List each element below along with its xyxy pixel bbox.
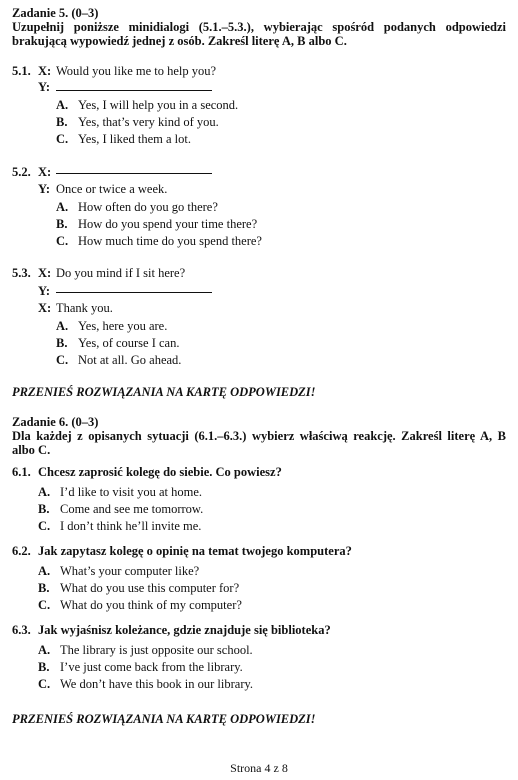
answer-blank[interactable] [56, 80, 212, 94]
option-text: Not at all. Go ahead. [78, 353, 182, 367]
option-letter[interactable]: A. [38, 643, 51, 657]
speaker-label: X: [38, 165, 52, 179]
option-letter[interactable]: B. [56, 115, 68, 129]
option-text: The library is just opposite our school. [60, 643, 253, 657]
option-text: I’d like to visit you at home. [60, 485, 202, 499]
item-number: 6.1. [12, 465, 31, 479]
option-text: How often do you go there? [78, 200, 218, 214]
dialogue-line: Thank you. [56, 301, 113, 315]
transfer-note: PRZENIEŚ ROZWIĄZANIA NA KARTĘ ODPOWIEDZI! [12, 712, 316, 726]
option-letter[interactable]: A. [56, 98, 69, 112]
option-text: Yes, I liked them a lot. [78, 132, 191, 146]
option-text: Yes, I will help you in a second. [78, 98, 239, 112]
task-6-instruction-line2: albo C. [12, 443, 51, 457]
task-5-title: Zadanie 5. (0–3) [12, 6, 99, 20]
option-text: How much time do you spend there? [78, 234, 262, 248]
item-number: 5.3. [12, 266, 31, 280]
option-text: What’s your computer like? [60, 564, 200, 578]
dialogue-line: Once or twice a week. [56, 182, 168, 196]
option-text: Yes, that’s very kind of you. [78, 115, 219, 129]
situation-question: Jak zapytasz kolegę o opinię na temat twojego komputera? [38, 544, 352, 558]
task-6-title: Zadanie 6. (0–3) [12, 415, 99, 429]
option-letter[interactable]: A. [56, 200, 69, 214]
option-letter[interactable]: C. [38, 598, 51, 612]
task-5-instruction-line2: brakującą wypowiedź jednej z osób. Zakreśl literę A, B albo C. [12, 34, 347, 48]
option-letter[interactable]: B. [38, 660, 50, 674]
option-letter[interactable]: B. [56, 336, 68, 350]
speaker-label: Y: [38, 182, 51, 196]
item-number: 5.2. [12, 165, 31, 179]
option-letter[interactable]: C. [56, 353, 69, 367]
dialogue-line: Would you like me to help you? [56, 64, 217, 78]
item-number: 5.1. [12, 64, 31, 78]
speaker-label: X: [38, 64, 52, 78]
speaker-label: Y: [38, 284, 51, 298]
option-letter[interactable]: B. [38, 502, 50, 516]
situation-question: Jak wyjaśnisz koleżance, gdzie znajduje się biblioteka? [38, 623, 331, 637]
option-letter[interactable]: A. [56, 319, 69, 333]
task-5-instruction-line1: Uzupełnij poniższe minidialogi (5.1.–5.3.), wybierając spośród podanych odpowiedzi [12, 20, 506, 34]
option-text: Yes, here you are. [78, 319, 168, 333]
option-letter[interactable]: C. [56, 234, 69, 248]
speaker-label: X: [38, 266, 52, 280]
option-letter[interactable]: C. [38, 519, 51, 533]
situation-question: Chcesz zaprosić kolegę do siebie. Co powiesz? [38, 465, 282, 479]
option-letter[interactable]: A. [38, 485, 51, 499]
option-text: Come and see me tomorrow. [60, 502, 204, 516]
task-6-instruction-line1: Dla każdej z opisanych sytuacji (6.1.–6.3.) wybierz właściwą reakcję. Zakreśl literę A, B [12, 429, 506, 443]
option-text: What do you use this computer for? [60, 581, 240, 595]
item-number: 6.2. [12, 544, 31, 558]
option-text: We don’t have this book in our library. [60, 677, 254, 691]
speaker-label: X: [38, 301, 52, 315]
transfer-note: PRZENIEŚ ROZWIĄZANIA NA KARTĘ ODPOWIEDZI! [12, 385, 316, 399]
option-text: What do you think of my computer? [60, 598, 242, 612]
option-letter[interactable]: C. [38, 677, 51, 691]
option-letter[interactable]: B. [38, 581, 50, 595]
page-number: Strona 4 z 8 [230, 761, 288, 775]
dialogue-line: Do you mind if I sit here? [56, 266, 186, 280]
answer-blank[interactable] [56, 282, 212, 296]
speaker-label: Y: [38, 80, 51, 94]
option-letter[interactable]: C. [56, 132, 69, 146]
answer-blank[interactable] [56, 163, 212, 177]
option-text: Yes, of course I can. [78, 336, 180, 350]
option-letter[interactable]: B. [56, 217, 68, 231]
option-text: How do you spend your time there? [78, 217, 258, 231]
item-number: 6.3. [12, 623, 31, 637]
option-letter[interactable]: A. [38, 564, 51, 578]
option-text: I don’t think he’ll invite me. [60, 519, 202, 533]
option-text: I’ve just come back from the library. [60, 660, 243, 674]
